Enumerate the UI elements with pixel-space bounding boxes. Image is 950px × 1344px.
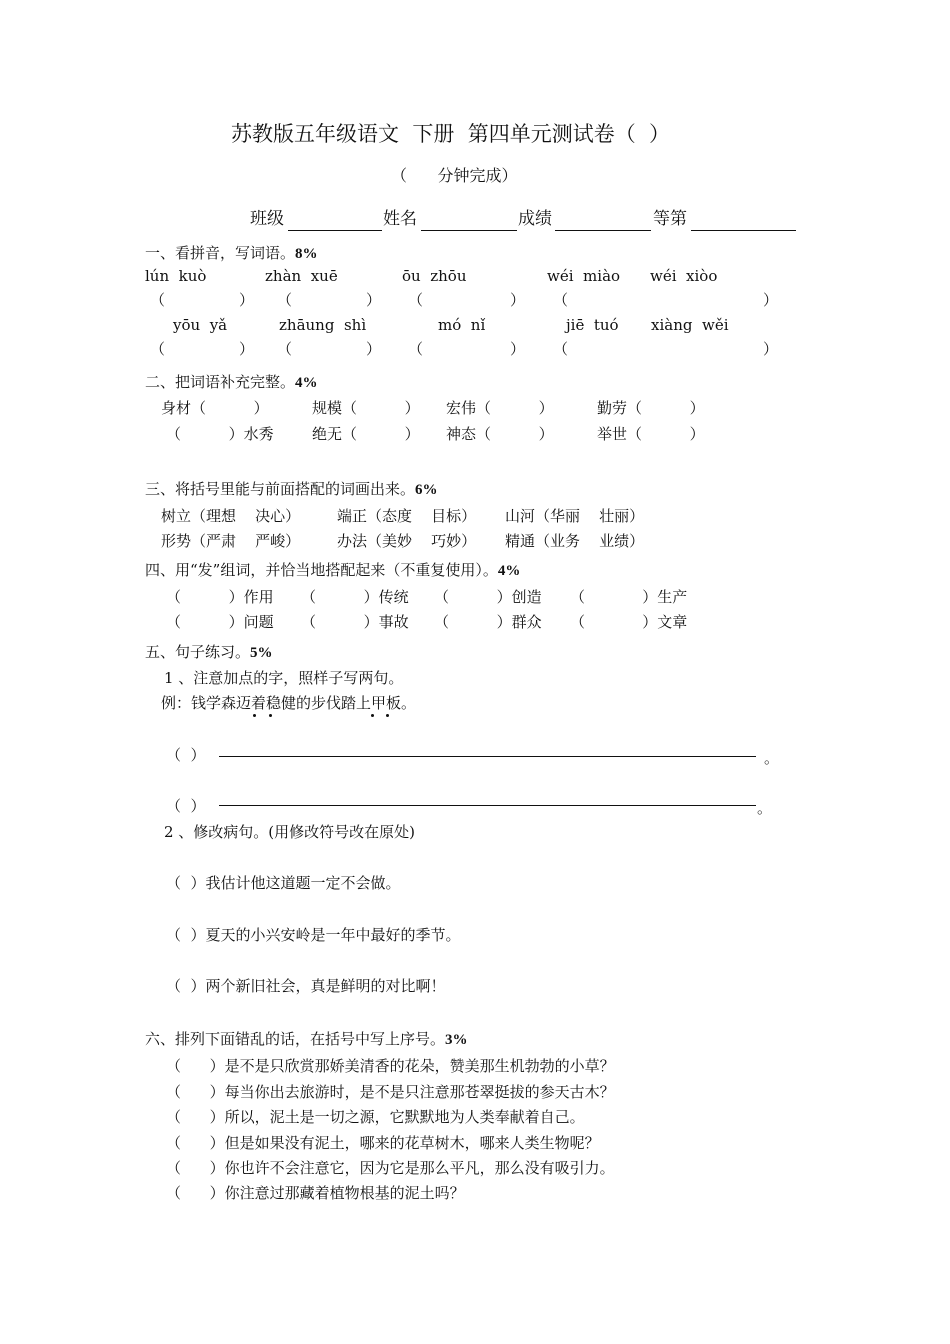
section-2-heading: 二、把词语补充完整。4% xyxy=(145,373,318,391)
bracket-close: ） xyxy=(510,340,526,358)
bracket-open: （ xyxy=(553,340,569,358)
correction-sentence: （ ）夏天的小兴安岭是一年中最好的季节。 xyxy=(166,926,461,944)
grade-blank[interactable] xyxy=(691,230,796,231)
class-blank[interactable] xyxy=(288,230,382,231)
time-subtitle: （ 分钟完成） xyxy=(391,166,518,185)
emphasis-dot xyxy=(269,714,272,717)
match-item: 精通（业务 业绩） xyxy=(505,532,645,550)
bracket-close: ） xyxy=(366,340,382,358)
word-fill-item: 宏伟（ ） xyxy=(446,399,554,417)
pinyin-1: lún kuò xyxy=(145,267,207,285)
emphasis-dot xyxy=(253,714,256,717)
word-fill-item: 勤劳（ ） xyxy=(597,399,705,417)
bracket-open: （ xyxy=(277,340,293,358)
answer-bracket: （ ） xyxy=(166,797,206,815)
fa-word-item: （ ）作用 xyxy=(166,588,274,606)
pinyin-2: zhàn xuē xyxy=(265,267,338,285)
fa-word-item: （ ）文章 xyxy=(570,613,688,631)
period: 。 xyxy=(757,799,773,817)
bracket-close: ） xyxy=(510,291,526,309)
score-blank[interactable] xyxy=(555,230,651,231)
pinyin-4: wéi miào xyxy=(547,267,621,285)
order-item: （ ）是不是只欣赏那娇美清香的花朵，赞美那生机勃勃的小草？ xyxy=(166,1057,615,1075)
fa-word-item: （ ）生产 xyxy=(570,588,688,606)
word-fill-item: 规模（ ） xyxy=(312,399,420,417)
word-fill-item: 神态（ ） xyxy=(446,425,554,443)
fa-word-item: （ ）传统 xyxy=(301,588,409,606)
pinyin-6: yōu yǎ xyxy=(173,316,228,334)
order-item: （ ）你也许不会注意它，因为它是那么平凡，那么没有吸引力。 xyxy=(166,1159,615,1177)
name-blank[interactable] xyxy=(421,230,517,231)
section-1-heading: 一、看拼音，写词语。8% xyxy=(145,244,318,262)
order-item: （ ）所以，泥土是一切之源，它默默地为人类奉献着自己。 xyxy=(166,1108,585,1126)
pinyin-7: zhāung shì xyxy=(279,316,367,334)
section-5-heading: 五、句子练习。5% xyxy=(145,643,273,661)
order-item: （ ）每当你出去旅游时，是不是只注意那苍翠挺拔的参天古木？ xyxy=(166,1083,615,1101)
answer-line[interactable] xyxy=(219,756,756,757)
bracket-close: ） xyxy=(763,291,779,309)
section-4-heading: 四、用“发”组词，并恰当地搭配起来（不重复使用）。4% xyxy=(145,561,521,579)
bracket-open: （ xyxy=(408,291,424,309)
match-item: 端正（态度 目标） xyxy=(337,507,477,525)
pinyin-8: mó nǐ xyxy=(438,316,486,334)
pinyin-9: jiē tuó xyxy=(566,316,619,334)
bracket-open: （ xyxy=(553,291,569,309)
class-label: 班级 xyxy=(250,209,284,229)
period: 。 xyxy=(764,749,780,767)
correction-sentence: （ ）两个新旧社会，真是鲜明的对比啊！ xyxy=(166,977,446,995)
bracket-close: ） xyxy=(366,291,382,309)
match-item: 办法（美妙 巧妙） xyxy=(337,532,477,550)
name-label: 姓名 xyxy=(383,209,417,229)
bracket-open: （ xyxy=(150,291,166,309)
answer-line[interactable] xyxy=(219,805,756,806)
question-5-2: 2 、修改病句。(用修改符号改在原处) xyxy=(164,823,416,841)
section-6-heading: 六、排列下面错乱的话，在括号中写上序号。3% xyxy=(145,1030,468,1048)
question-5-1: 1 、注意加点的字，照样子写两句。 xyxy=(164,669,404,687)
order-item: （ ）你注意过那藏着植物根基的泥土吗？ xyxy=(166,1184,465,1202)
bracket-open: （ xyxy=(150,340,166,358)
order-item: （ ）但是如果没有泥土，哪来的花草树木，哪来人类生物呢？ xyxy=(166,1134,600,1152)
bracket-open: （ xyxy=(408,340,424,358)
bracket-close: ） xyxy=(239,340,255,358)
grade-label: 等第 xyxy=(653,209,687,229)
example-sentence: 例：钱学森迈着稳健的步伐踏上甲板。 xyxy=(161,694,417,712)
fa-word-item: （ ）群众 xyxy=(434,613,542,631)
word-fill-item: 身材（ ） xyxy=(161,399,269,417)
page-title: 苏教版五年级语文 下册 第四单元测试卷（ ） xyxy=(231,122,671,146)
bracket-close: ） xyxy=(763,340,779,358)
match-item: 山河（华丽 壮丽） xyxy=(505,507,645,525)
word-fill-item: （ ）水秀 xyxy=(166,425,274,443)
fa-word-item: （ ）问题 xyxy=(166,613,274,631)
fa-word-item: （ ）创造 xyxy=(434,588,542,606)
emphasis-dot xyxy=(386,714,389,717)
pinyin-5: wéi xiòo xyxy=(650,267,718,285)
word-fill-item: 举世（ ） xyxy=(597,425,705,443)
pinyin-3: ōu zhōu xyxy=(402,267,467,285)
match-item: 形势（严肃 严峻） xyxy=(161,532,301,550)
fa-word-item: （ ）事故 xyxy=(301,613,409,631)
bracket-open: （ xyxy=(277,291,293,309)
answer-bracket: （ ） xyxy=(166,746,206,764)
section-3-heading: 三、将括号里能与前面搭配的词画出来。6% xyxy=(145,480,438,498)
bracket-close: ） xyxy=(239,291,255,309)
correction-sentence: （ ）我估计他这道题一定不会做。 xyxy=(166,874,401,892)
word-fill-item: 绝无（ ） xyxy=(312,425,420,443)
score-label: 成绩 xyxy=(518,209,552,229)
pinyin-10: xiàng wěi xyxy=(651,316,729,334)
match-item: 树立（理想 决心） xyxy=(161,507,301,525)
emphasis-dot xyxy=(371,714,374,717)
